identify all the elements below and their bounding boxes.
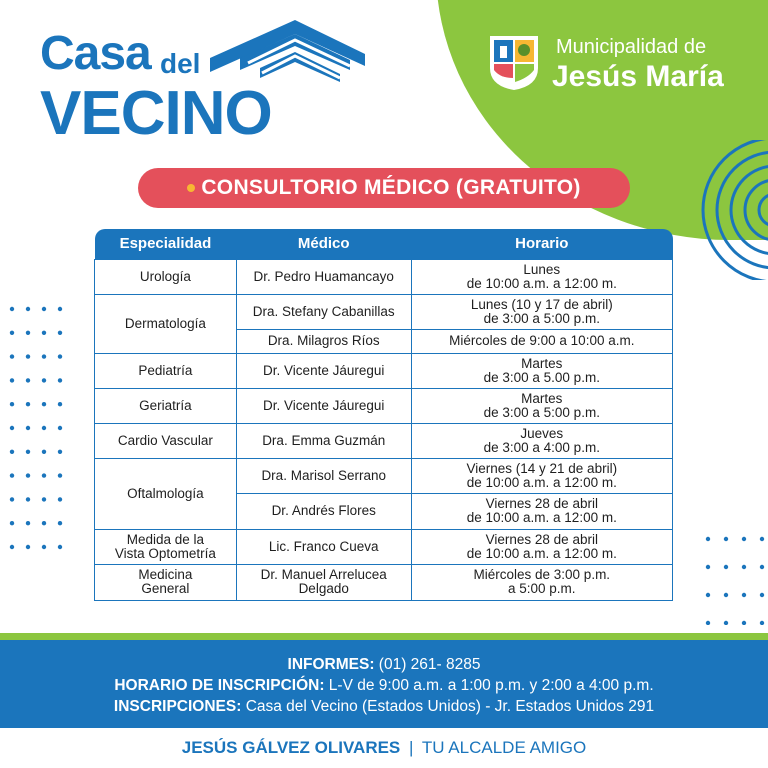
horario-line2: a 5:00 p.m. [508,581,576,596]
informes-line [0,656,768,674]
decorative-dot [706,537,710,541]
decorative-dot [760,537,764,541]
decorative-dot [58,426,62,430]
horario-line2: de 3:00 a 5:00 p.m. [483,310,600,326]
cell-especialidad: Pediatría [95,353,237,388]
decorative-dot [26,450,30,454]
decorative-dot [10,545,14,549]
decorative-dot [58,331,62,335]
cell-horario [411,353,672,388]
horario-inscripcion-value: L-V de 9:00 a.m. a 1:00 p.m. y 2:00 a 4:00 p.m. [328,677,654,694]
footer [0,738,768,758]
decorative-dot [742,537,746,541]
decorative-dot [26,402,30,406]
decorative-dot [26,307,30,311]
cell-medico: Dra. Emma Guzmán [236,423,411,458]
cell-horario: Miércoles de 9:00 a 10:00 a.m. [411,329,672,353]
inscripciones-label: INSCRIPCIONES: [113,698,242,715]
decorative-dot [10,426,14,430]
dot-grid-left-decoration [8,305,68,555]
horario-line1: Lunes (10 y 17 de abril) [470,296,613,312]
informes-label: INFORMES: [287,656,375,673]
decorative-dot [26,497,30,501]
table-row [95,259,673,294]
cell-especialidad: Cardio Vascular [95,423,237,458]
decorative-dot [26,521,30,525]
decorative-dot [10,354,14,358]
horario-line2: de 3:00 a 5.00 p.m. [483,369,600,385]
casa-del-vecino-logo [40,18,340,148]
decorative-dot [724,593,728,597]
decorative-dot [26,331,30,335]
cell-especialidad: Dermatología [95,294,237,353]
concentric-rings-decoration [680,140,768,280]
table-row [95,294,673,329]
decorative-dot [742,565,746,569]
cell-medico: Dra. Stefany Cabanillas [236,294,411,329]
decorative-dot [42,545,46,549]
table-row [95,529,673,564]
cell-horario [411,564,672,600]
table-row [95,458,673,493]
horario-inscripcion-label: HORARIO DE INSCRIPCIÓN: [114,677,325,694]
decorative-dot [42,426,46,430]
horario-line2: de 3:00 a 5:00 p.m. [483,404,600,420]
horario-line2: de 10:00 a.m. a 12:00 m. [466,510,617,525]
decorative-dot [26,473,30,477]
horario-line2: de 3:00 a 4:00 p.m. [483,439,600,455]
header-medico: Médico [236,229,411,259]
horario-line1: Martes [521,355,563,371]
decorative-dot [742,593,746,597]
decorative-dot [760,593,764,597]
especialidad-line1: Medida de la [126,531,205,547]
cell-medico: Dr. Vicente Jáuregui [236,388,411,423]
medico-line1: Dr. Manuel Arrelucea [260,567,387,582]
decorative-dot [724,621,728,625]
cell-horario [411,458,672,493]
decorative-dot [742,621,746,625]
decorative-dot [26,354,30,358]
horario-line2: de 10:00 a.m. a 12:00 m. [466,545,617,561]
cell-especialidad: Oftalmología [95,458,237,529]
especialidad-line1: Medicina [138,567,193,582]
decorative-dot [10,450,14,454]
table-header-row [95,229,673,259]
header-horario: Horario [411,229,672,259]
cell-horario [411,388,672,423]
header-especialidad: Especialidad [95,229,237,259]
decorative-dot [706,593,710,597]
decorative-dot [58,497,62,501]
mayor-name: JESÚS GÁLVEZ OLIVARES [181,738,401,757]
bullet-dot-icon [187,184,195,192]
inscripciones-value: Casa del Vecino (Estados Unidos) - Jr. Estados Unidos 291 [245,698,655,715]
decorative-dot [10,378,14,382]
decorative-dot [42,378,46,382]
cell-horario [411,493,672,529]
table-row [95,388,673,423]
footer-separator: | [409,738,414,757]
decorative-dot [58,378,62,382]
schedule-table [94,229,673,601]
logo-casa-text: Casa [40,27,151,80]
decorative-dot [706,565,710,569]
decorative-dot [26,545,30,549]
cell-medico: Dr. Andrés Flores [236,493,411,529]
horario-line1: Martes [521,390,563,406]
horario-line1: Miércoles de 3:00 p.m. [473,567,611,582]
logo-vecino-text: VECINO [40,79,272,148]
horario-line1: Viernes (14 y 21 de abril) [466,460,618,476]
cell-medico: Dra. Marisol Serrano [236,458,411,493]
decorative-dot [42,307,46,311]
dot-grid-right-decoration [702,533,768,625]
cell-medico [236,564,411,600]
cell-especialidad: Urología [95,259,237,294]
decorative-dot [10,497,14,501]
decorative-dot [42,450,46,454]
cell-medico: Dra. Milagros Ríos [236,329,411,353]
decorative-dot [724,565,728,569]
decorative-dot [42,497,46,501]
horario-line1: Lunes [523,261,561,277]
informes-phone: (01) 261- 8285 [378,656,481,673]
decorative-dot [58,354,62,358]
decorative-dot [724,537,728,541]
decorative-dot [58,473,62,477]
especialidad-line2: General [141,581,190,596]
horario-line1: Viernes 28 de abril [485,496,598,511]
decorative-dot [58,450,62,454]
decorative-dot [26,378,30,382]
cell-medico: Dr. Vicente Jáuregui [236,353,411,388]
especialidad-line2: Vista Optometría [114,545,216,561]
municipality-line2: Jesús María [552,60,724,93]
inscripciones-line [0,698,768,716]
decorative-dot [42,473,46,477]
decorative-dot [42,521,46,525]
decorative-dot [10,307,14,311]
decorative-dot [760,565,764,569]
cell-especialidad [95,564,237,600]
cell-horario [411,423,672,458]
cell-horario [411,294,672,329]
cell-medico: Dr. Pedro Huamancayo [236,259,411,294]
title-banner [138,168,630,208]
table-row [95,353,673,388]
logo-del-text: del [160,48,201,79]
decorative-dot [26,426,30,430]
green-divider [0,633,768,640]
horario-line2: de 10:00 a.m. a 12:00 m. [466,275,617,291]
decorative-dot [10,331,14,335]
mayor-slogan: TU ALCALDE AMIGO [421,738,587,757]
decorative-dot [760,621,764,625]
decorative-dot [58,402,62,406]
decorative-dot [706,621,710,625]
horario-line2: de 10:00 a.m. a 12:00 m. [466,474,617,490]
cell-horario [411,529,672,564]
cell-especialidad [95,529,237,564]
page-title: CONSULTORIO MÉDICO (GRATUITO) [201,176,581,199]
info-band [0,640,768,728]
cell-horario [411,259,672,294]
cell-medico: Lic. Franco Cueva [236,529,411,564]
decorative-dot [10,521,14,525]
decorative-dot [42,402,46,406]
decorative-dot [42,331,46,335]
decorative-dot [10,402,14,406]
medico-line2: Delgado [298,581,349,596]
horario-inscripcion-line [0,677,768,695]
municipality-logo [488,32,748,102]
decorative-dot [58,545,62,549]
decorative-dot [42,354,46,358]
horario-line1: Jueves [520,425,564,441]
table-row [95,564,673,600]
decorative-dot [58,521,62,525]
municipal-crest-icon [488,34,540,92]
table-row [95,423,673,458]
decorative-dot [58,307,62,311]
decorative-dot [10,473,14,477]
horario-line1: Viernes 28 de abril [485,531,598,547]
municipality-line1: Municipalidad de [556,36,707,58]
cell-especialidad: Geriatría [95,388,237,423]
